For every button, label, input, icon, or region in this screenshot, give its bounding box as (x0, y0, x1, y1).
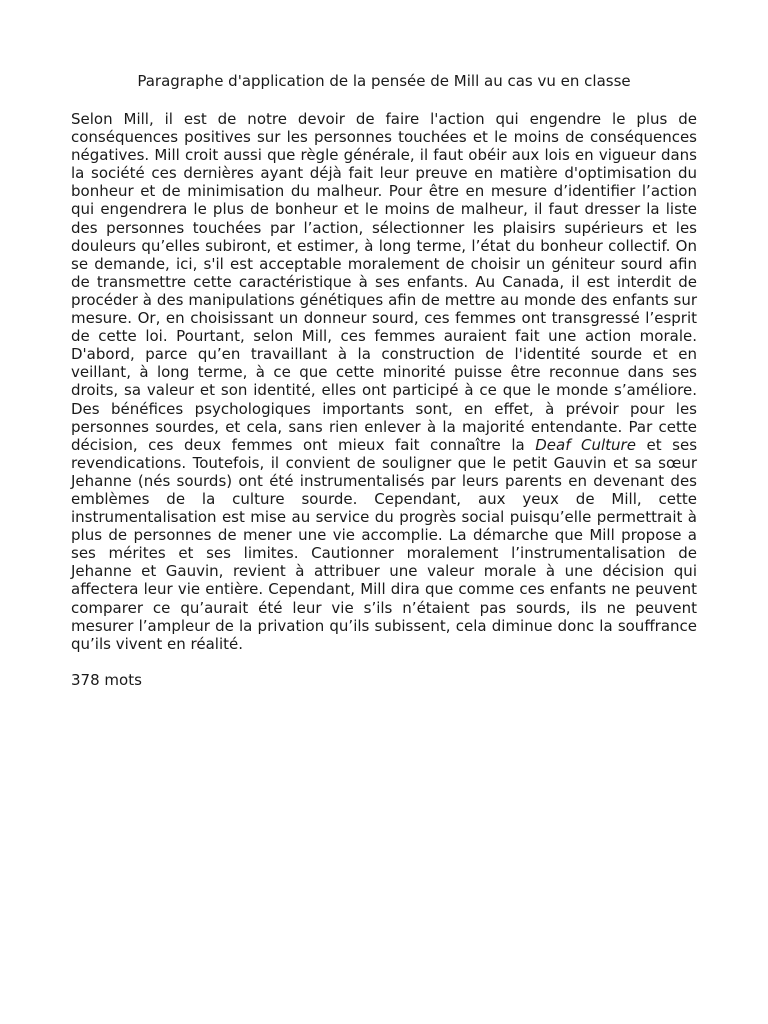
paragraph-text-part1: Selon Mill, il est de notre devoir de faire l'action qui engendre le plus de conséquences positives sur les personnes touchées et le moins de conséquences négatives. Mill croit aussi que règle générale, il faut obéir aux lois en vigueur dans la société ces dernières ayant déjà fait leur preuve en matière d'optimisation du bonheur et de minimisation du malheur. Pour être en mesure d’identifier l’action qui engendrera le plus de bonheur et le moins de malheur, il faut dresser la liste des personnes touchées par l’action, sélectionner les plaisirs supérieurs et les douleurs qu’elles subiront, et estimer, à long terme, l’état du bonheur collectif. On se demande, ici, s'il est acceptable moralement de choisir un géniteur sourd afin de transmettre cette caractéristique à ses enfants. Au Canada, il est interdit de procéder à des manipulations génétiques afin de mettre au monde des enfants sur mesure. Or, en choisissant un donneur sourd, ces femmes ont transgressé l’esprit de cette loi. Pourtant, selon Mill, ces femmes auraient fait une action morale. D'abord, parce qu’en travaillant à la construction de l'identité sourde et en veillant, à long terme, à ce que cette minorité puisse être reconnue dans ses droits, sa valeur et son identité, elles ont participé à ce que le monde s’améliore. Des bénéfices psychologiques importants sont, en effet, à prévoir pour les personnes sourdes, et cela, sans rien enlever à la majorité entendante. Par cette décision, ces deux femmes ont mieux fait connaître la (71, 110, 697, 454)
document-title: Paragraphe d'application de la pensée de Mill au cas vu en classe (137, 72, 631, 90)
paragraph-text-part2: et ses revendications. Toutefois, il convient de souligner que le petit Gauvin et sa sœur Jehanne (nés sourds) ont été instrumentalisés par leurs parents en devenant des emblèmes de la culture sourde. Cependant, aux yeux de Mill, cette instrumentalisation est mise au service du progrès social puisqu’elle permettrait à plus de personnes de mener une vie accomplie. La démarche que Mill propose a ses mérites et ses limites. Cautionner moralement l’instrumentalisation de Jehanne et Gauvin, revient à attribuer une valeur morale à une décision qui affectera leur vie entière. Cependant, Mill dira que comme ces enfants ne peuvent comparer ce qu’aurait été leur vie s’ils n’étaient pas sourds, ils ne peuvent mesurer l’ampleur de la privation qu’ils subissent, cela diminue donc la souffrance qu’ils vivent en réalité. (71, 435, 698, 653)
paragraph-emphasis: Deaf Culture (535, 435, 636, 454)
body-paragraph (71, 110, 697, 653)
word-count: 378 mots (71, 670, 142, 689)
document-page (71, 70, 697, 689)
